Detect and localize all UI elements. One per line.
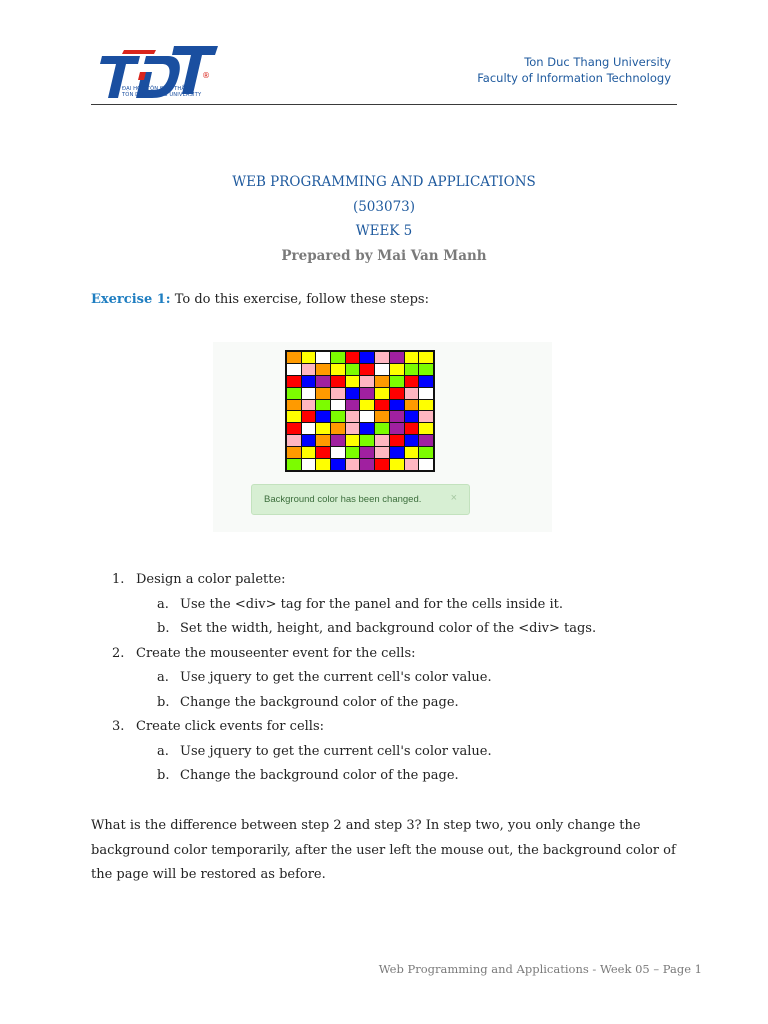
substep-letter: a. <box>157 596 169 612</box>
notification-toast <box>251 484 470 515</box>
palette-cell[interactable] <box>331 352 345 363</box>
palette-cell[interactable] <box>316 388 330 399</box>
palette-cell[interactable] <box>419 423 433 434</box>
substep-text: Set the width, height, and background color of the <div> tags. <box>180 621 597 636</box>
palette-cell[interactable] <box>405 435 419 446</box>
palette-cell[interactable] <box>405 411 419 422</box>
header-divider <box>91 104 677 105</box>
palette-cell[interactable] <box>331 423 345 434</box>
palette-cell[interactable] <box>316 364 330 375</box>
palette-cell[interactable] <box>316 411 330 422</box>
palette-cell[interactable] <box>375 435 389 446</box>
substep-text: Change the background color of the page. <box>180 768 459 783</box>
substep-letter: b. <box>157 768 170 783</box>
author-line: Prepared by Mai Van Manh <box>281 247 487 264</box>
step-number: 2. <box>112 645 125 661</box>
palette-cell[interactable] <box>287 447 301 458</box>
palette-cell[interactable] <box>390 388 404 399</box>
palette-cell[interactable] <box>405 364 419 375</box>
substep-item <box>112 740 596 765</box>
palette-cell[interactable] <box>360 400 374 411</box>
notification-text: Background color has been changed. <box>264 494 422 505</box>
exercise-label: Exercise 1: <box>91 292 171 307</box>
exercise-intro: To do this exercise, follow these steps: <box>174 292 429 307</box>
registered-mark: ® <box>202 71 210 80</box>
palette-cell[interactable] <box>405 447 419 458</box>
palette-cell[interactable] <box>375 400 389 411</box>
substep-letter: b. <box>157 621 170 636</box>
palette-cell[interactable] <box>331 447 345 458</box>
university-name: Ton Duc Thang University <box>524 55 671 69</box>
palette-cell[interactable] <box>375 364 389 375</box>
logo-subline <box>122 86 201 98</box>
palette-cell[interactable] <box>346 435 360 446</box>
page-footer: Web Programming and Applications - Week 05 – Page 1 <box>378 962 702 976</box>
palette-cell[interactable] <box>390 376 404 387</box>
palette-cell[interactable] <box>405 376 419 387</box>
palette-cell[interactable] <box>287 364 301 375</box>
palette-cell[interactable] <box>419 376 433 387</box>
substep-item <box>112 666 596 691</box>
palette-cell[interactable] <box>316 459 330 470</box>
palette-cell[interactable] <box>360 411 374 422</box>
palette-cell[interactable] <box>331 364 345 375</box>
step-text: Create click events for cells: <box>136 719 324 734</box>
palette-cell[interactable] <box>287 376 301 387</box>
palette-cell[interactable] <box>287 400 301 411</box>
exercise-heading <box>91 292 429 307</box>
palette-cell[interactable] <box>360 423 374 434</box>
palette-cell[interactable] <box>302 400 316 411</box>
palette-cell[interactable] <box>390 352 404 363</box>
palette-cell[interactable] <box>331 376 345 387</box>
palette-cell[interactable] <box>405 352 419 363</box>
step-number: 1. <box>112 572 125 587</box>
palette-cell[interactable] <box>405 423 419 434</box>
university-logo <box>94 42 218 102</box>
substep-item <box>112 593 596 618</box>
palette-cell[interactable] <box>390 459 404 470</box>
palette-cell[interactable] <box>302 388 316 399</box>
palette-cell[interactable] <box>346 459 360 470</box>
palette-cell[interactable] <box>316 435 330 446</box>
palette-cell[interactable] <box>390 447 404 458</box>
palette-cell[interactable] <box>302 447 316 458</box>
course-title: WEB PROGRAMMING AND APPLICATIONS <box>232 174 536 190</box>
palette-cell[interactable] <box>360 364 374 375</box>
palette-cell[interactable] <box>360 352 374 363</box>
palette-cell[interactable] <box>302 435 316 446</box>
substep-text: Use the <div> tag for the panel and for the cells inside it. <box>180 596 563 612</box>
palette-cell[interactable] <box>302 364 316 375</box>
substep-letter: a. <box>157 743 169 759</box>
palette-cell[interactable] <box>375 376 389 387</box>
palette-cell[interactable] <box>302 376 316 387</box>
color-palette-grid <box>285 350 435 472</box>
palette-cell[interactable] <box>419 447 433 458</box>
university-header <box>477 54 671 86</box>
palette-cell[interactable] <box>331 400 345 411</box>
palette-cell[interactable] <box>419 435 433 446</box>
palette-cell[interactable] <box>346 447 360 458</box>
palette-cell[interactable] <box>419 352 433 363</box>
palette-cell[interactable] <box>287 459 301 470</box>
palette-cell[interactable] <box>331 411 345 422</box>
palette-cell[interactable] <box>316 352 330 363</box>
palette-cell[interactable] <box>390 364 404 375</box>
palette-cell[interactable] <box>360 388 374 399</box>
question-paragraph: What is the difference between step 2 and step 3? In step two, you only change the background color temporarily, after the user left the mouse out, the background color of the page will be restored as before. <box>91 818 676 882</box>
palette-cell[interactable] <box>287 388 301 399</box>
palette-cell[interactable] <box>375 411 389 422</box>
step-item <box>112 715 596 740</box>
palette-cell[interactable] <box>302 459 316 470</box>
substep-item <box>112 691 596 716</box>
palette-cell[interactable] <box>302 352 316 363</box>
step-item <box>112 642 596 667</box>
palette-cell[interactable] <box>375 459 389 470</box>
week-label: WEEK 5 <box>355 223 413 239</box>
palette-cell[interactable] <box>405 400 419 411</box>
palette-cell[interactable] <box>346 376 360 387</box>
substep-text: Use jquery to get the current cell's color value. <box>180 743 492 759</box>
step-text: Design a color palette: <box>136 572 286 587</box>
palette-cell[interactable] <box>346 400 360 411</box>
palette-cell[interactable] <box>390 411 404 422</box>
palette-cell[interactable] <box>316 400 330 411</box>
palette-cell[interactable] <box>360 376 374 387</box>
step-number: 3. <box>112 719 125 734</box>
steps-list <box>112 568 596 789</box>
course-code: (503073) <box>352 198 416 215</box>
palette-cell[interactable] <box>360 459 374 470</box>
palette-cell[interactable] <box>287 435 301 446</box>
palette-cell[interactable] <box>346 388 360 399</box>
palette-cell[interactable] <box>419 388 433 399</box>
palette-cell[interactable] <box>360 435 374 446</box>
logo-subline-english: TON DUC THANG UNIVERSITY <box>122 92 202 98</box>
palette-cell[interactable] <box>316 376 330 387</box>
palette-cell[interactable] <box>316 423 330 434</box>
palette-cell[interactable] <box>419 411 433 422</box>
palette-cell[interactable] <box>331 459 345 470</box>
substep-letter: b. <box>157 694 170 710</box>
faculty-name: Faculty of Information Technology <box>477 71 671 85</box>
palette-cell[interactable] <box>287 423 301 434</box>
substep-item <box>112 617 596 642</box>
palette-cell[interactable] <box>405 459 419 470</box>
close-icon[interactable]: × <box>450 492 457 504</box>
palette-cell[interactable] <box>375 388 389 399</box>
step-text: Create the mouseenter event for the cells: <box>136 645 416 661</box>
palette-cell[interactable] <box>405 388 419 399</box>
palette-cell[interactable] <box>390 435 404 446</box>
substep-text: Use jquery to get the current cell's color value. <box>180 670 492 685</box>
substep-item <box>112 764 596 789</box>
palette-cell[interactable] <box>375 423 389 434</box>
palette-cell[interactable] <box>287 352 301 363</box>
palette-cell[interactable] <box>302 411 316 422</box>
palette-cell[interactable] <box>390 400 404 411</box>
color-palette-figure <box>213 342 552 532</box>
document-title-block <box>0 170 768 268</box>
palette-cell[interactable] <box>346 411 360 422</box>
palette-cell[interactable] <box>375 447 389 458</box>
palette-cell[interactable] <box>360 447 374 458</box>
palette-cell[interactable] <box>316 447 330 458</box>
palette-cell[interactable] <box>346 423 360 434</box>
palette-cell[interactable] <box>375 352 389 363</box>
substep-text: Change the background color of the page. <box>180 694 459 710</box>
substep-letter: a. <box>157 670 169 685</box>
step-item <box>112 568 596 593</box>
palette-cell[interactable] <box>287 411 301 422</box>
palette-cell[interactable] <box>390 423 404 434</box>
palette-cell[interactable] <box>346 364 360 375</box>
palette-cell[interactable] <box>346 352 360 363</box>
palette-cell[interactable] <box>302 423 316 434</box>
palette-cell[interactable] <box>331 435 345 446</box>
palette-cell[interactable] <box>331 388 345 399</box>
palette-cell[interactable] <box>419 364 433 375</box>
logo-subline-vietnamese: ĐẠI HỌC TÔN ĐỨC THẮNG <box>122 86 194 92</box>
palette-cell[interactable] <box>419 400 433 411</box>
palette-cell[interactable] <box>419 459 433 470</box>
